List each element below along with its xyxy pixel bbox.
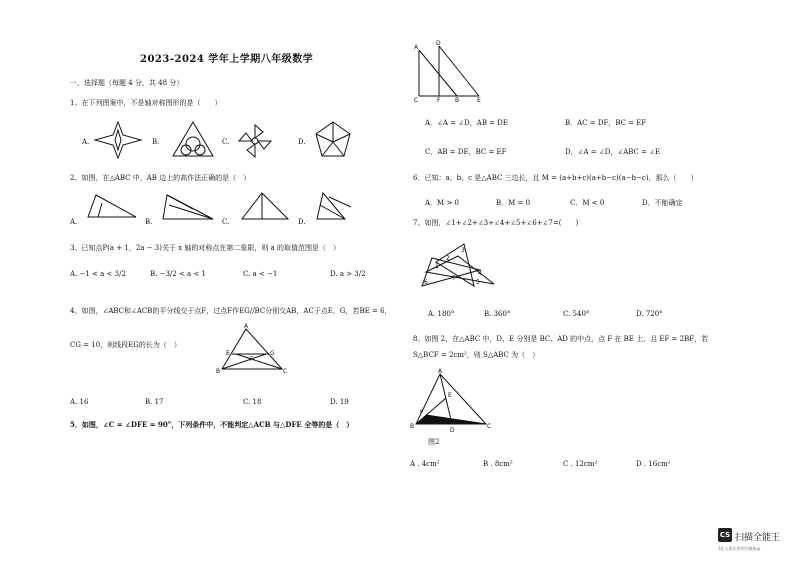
q5-figure: [413, 40, 485, 104]
q3-option-d: D. a > 3/2: [330, 270, 366, 278]
q8-text-line2: S△BCF = 2cm²，则 S△ABC 为（ ）: [413, 351, 540, 359]
q4-label-e: E: [226, 350, 230, 357]
q7-label-6: 6: [424, 279, 428, 286]
q3-option-b: B. −3/2 < a < 1: [150, 270, 206, 278]
q7-option-a: A. 180°: [428, 310, 455, 318]
q6-option-b: B．M = 0: [496, 199, 531, 207]
q1-option-b: B.: [152, 138, 160, 146]
q7-label-1: 1: [435, 263, 439, 270]
q1-star-figure: [95, 122, 141, 158]
q2-option-c: C.: [222, 218, 230, 226]
q1-option-c: C.: [222, 138, 230, 146]
q4-label-b: B: [216, 368, 221, 375]
q8-option-c: C . 12cm²: [563, 460, 598, 468]
q2-figure-b: [163, 195, 215, 223]
q2-figure-a: [88, 195, 138, 221]
q3-option-c: C. a < −1: [243, 270, 278, 278]
q1-pentagon-figure: [315, 122, 351, 158]
q8-option-a: A . 4cm²: [410, 460, 440, 468]
q1-option-d: D.: [298, 138, 306, 146]
q2-option-a: A.: [70, 218, 78, 226]
q2-figure-c: [240, 193, 290, 223]
q4-option-c: C. 18: [243, 398, 262, 406]
q5-option-a: A．∠A = ∠D，AB = DE: [425, 119, 509, 127]
q7-label-3: 3: [461, 247, 465, 254]
q4-text-line1: 4、如图，∠ABC和∠ACB的平分线交于点F，过点F作EG//BC分别交AB，AC于点E，G，若BE = 6，: [70, 307, 392, 315]
q8-label-c: C: [487, 423, 492, 430]
q7-label-4: 4: [478, 270, 482, 277]
q7-option-c: C. 540°: [563, 310, 590, 318]
q5-option-c: C．AB = DE，BC = EF: [425, 148, 507, 156]
q4-option-d: D. 19: [330, 398, 349, 406]
q5-label-b: B: [455, 97, 460, 104]
q8-figure-caption: 图2: [428, 438, 440, 446]
watermark-tagline: 3亿人都在用的扫描App: [718, 546, 761, 551]
q7-text: 7、如图，∠1+∠2+∠3+∠4+∠5+∠6+∠7=( ): [413, 219, 579, 227]
q5-option-d: D．∠A = ∠D，∠ABC = ∠E: [565, 148, 661, 156]
q8-label-f: F: [420, 409, 424, 416]
q2-option-d: D.: [298, 218, 306, 226]
page-title: 2023-2024 学年上学期八年级数学: [140, 54, 314, 65]
q7-figure: [418, 242, 498, 290]
q8-option-b: B . 8cm²: [483, 460, 513, 468]
q5-label-f: F: [437, 97, 441, 104]
q2-figure-d: [315, 193, 355, 223]
q4-option-b: B. 17: [145, 398, 164, 406]
q8-label-b: B: [410, 423, 415, 430]
q8-label-a: A: [438, 368, 443, 375]
q7-label-2: 2: [446, 255, 450, 262]
q7-option-b: B. 360°: [484, 310, 511, 318]
q4-label-g: G: [270, 350, 275, 357]
q7-option-d: D. 720°: [636, 310, 663, 318]
q5-option-b: B．AC = DF，BC = EF: [565, 119, 647, 127]
q2-option-b: B.: [145, 218, 153, 226]
q5-text: 5．如图，∠C = ∠DFE = 90°，下列条件中，不能判定△ACB 与△DFE 全等的是（ ）: [70, 420, 354, 429]
q8-label-e: E: [448, 392, 452, 399]
q5-label-e: E: [477, 97, 481, 104]
q5-label-d: D: [436, 40, 441, 47]
q8-figure: [410, 368, 492, 434]
q7-label-5: 5: [476, 279, 480, 286]
q2-text: 2、如图，在△ABC 中，AB 边上的高作法正确的是（ ）: [70, 174, 251, 182]
q5-label-a: A: [414, 44, 419, 51]
q1-option-a: A.: [82, 138, 90, 146]
q4-label-a: A: [244, 323, 249, 330]
section-heading: 一、选择题（每题 4 分，共 48 分）: [70, 79, 184, 87]
q4-label-c: C: [283, 368, 288, 375]
q8-option-d: D . 16cm²: [636, 460, 671, 468]
q8-label-d: D: [450, 427, 455, 434]
watermark-name: 扫描全能王: [735, 533, 781, 543]
q4-text-line2: CG = 10，则线段EG的长为（ ）: [70, 341, 181, 349]
camscanner-logo-icon: CS: [718, 528, 732, 542]
q7-label-7: 7: [452, 275, 456, 282]
q1-triangle-circles-figure: [173, 122, 213, 158]
q6-option-c: C．M < 0: [570, 199, 605, 207]
q3-text: 3、已知点P(a + 1，2a − 3)关于 x 轴的对称点在第二象限，则 a 的取值范围是（ ）: [70, 244, 340, 252]
q1-pinwheel-figure: [238, 124, 272, 158]
q6-text: 6．已知：a、b、c 是△ABC 三边长，且 M = (a+b+c)(a+b−c)(a−b−c)，那么（ ）: [413, 174, 698, 182]
q8-text-line1: 8、如图 2，在△ABC 中，D、E 分别是 BC、AD 的中点，点 F 在 BE 上，且 EF = 2BF，若: [413, 335, 709, 343]
q3-option-a: A. −1 < a < 3/2: [70, 270, 126, 278]
q6-option-a: A．M > 0: [425, 199, 459, 207]
q6-option-d: D．不能确定: [642, 199, 683, 207]
q4-figure: [216, 323, 288, 375]
q1-text: 1、在下列图案中，不是轴对称图形的是（ ）: [70, 99, 222, 107]
q4-label-f: F: [250, 356, 254, 363]
q5-label-c: C: [414, 97, 419, 104]
q4-option-a: A. 16: [70, 398, 89, 406]
